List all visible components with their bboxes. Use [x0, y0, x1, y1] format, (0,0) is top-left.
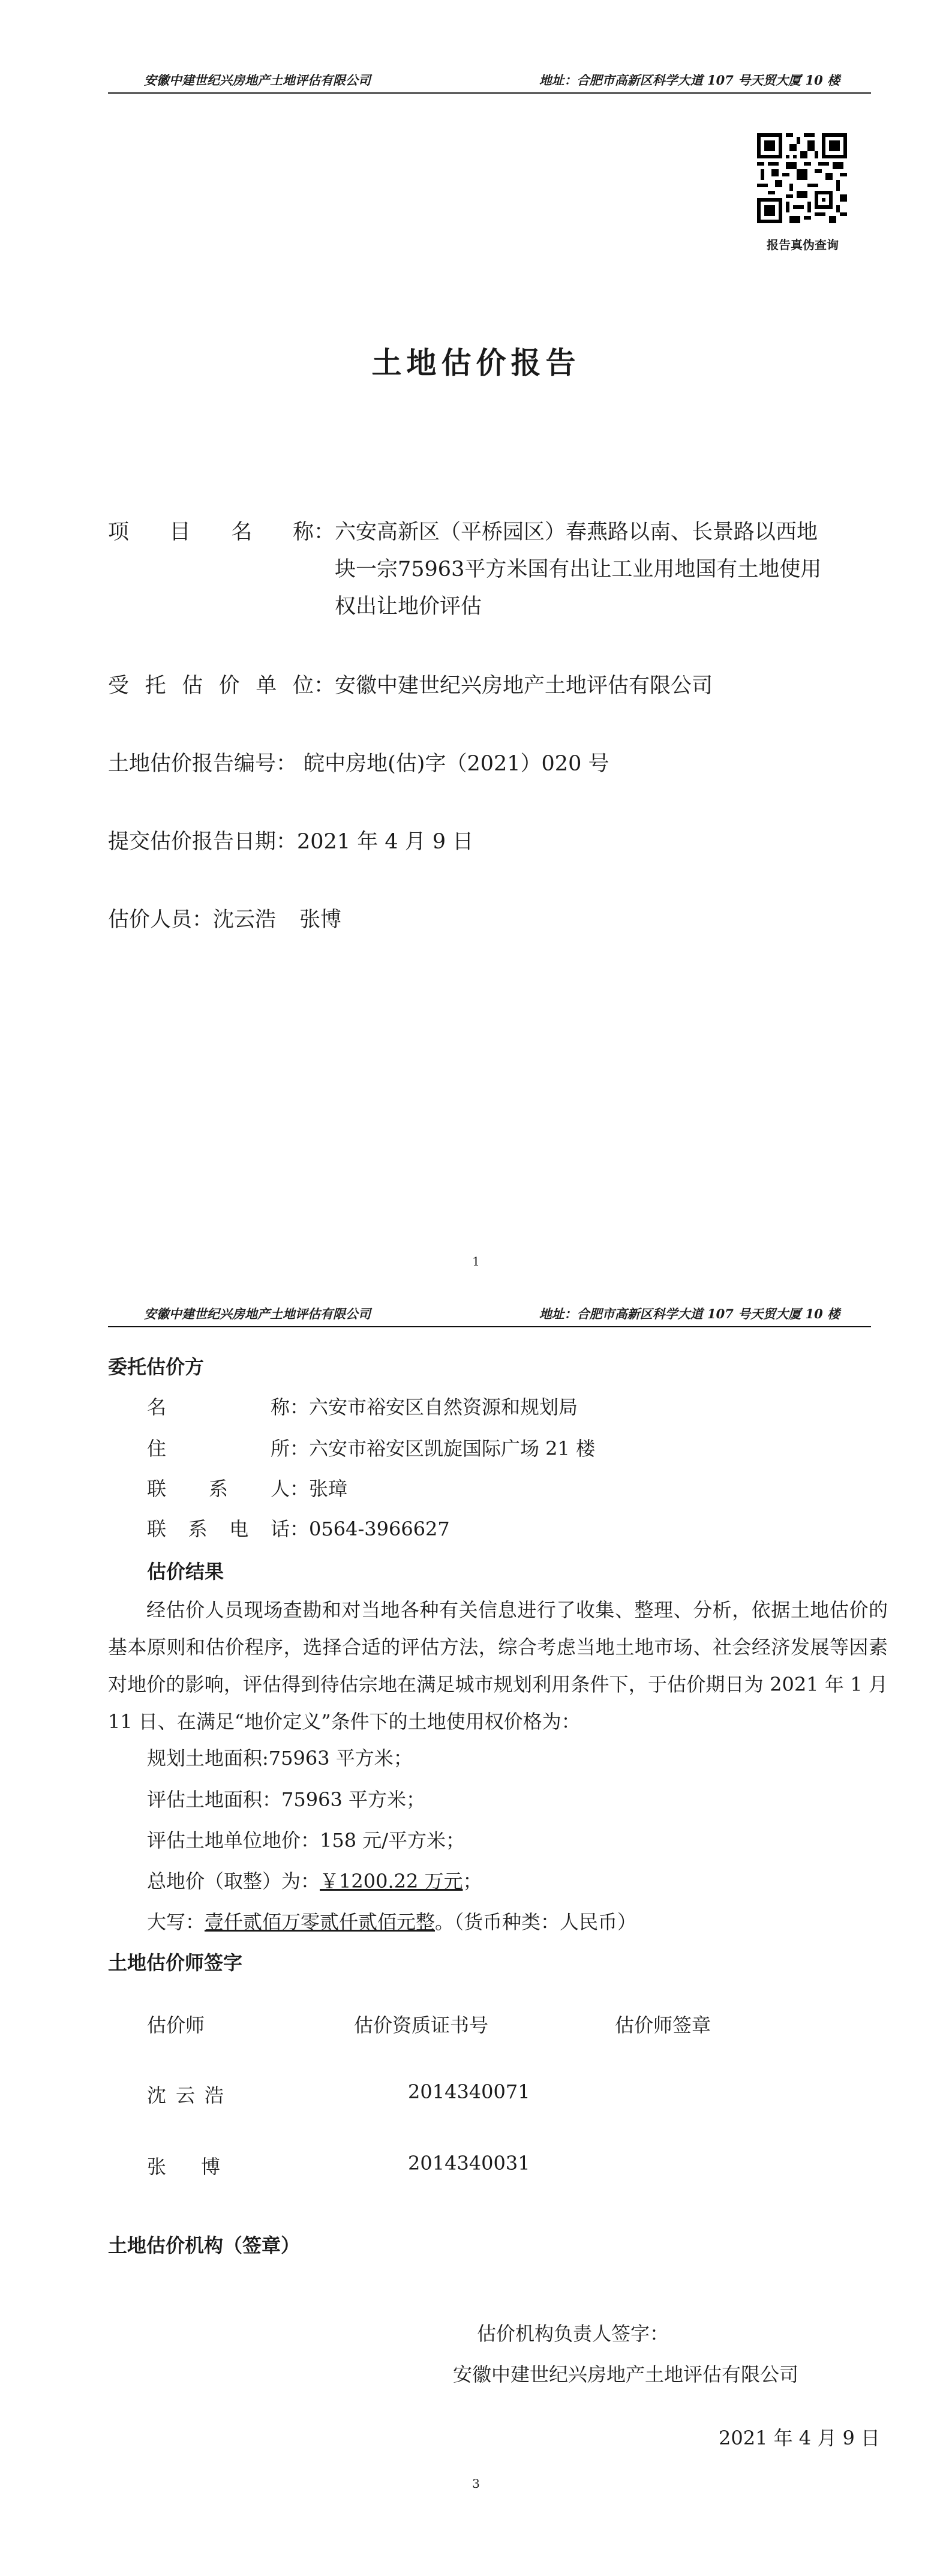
report-number-row: [108, 745, 609, 782]
client-label: 受托估价单位: [108, 674, 314, 698]
appraiser-sign-heading: 土地估价师签字: [108, 1951, 243, 1974]
appraiser-cert: 2014340071: [408, 2080, 530, 2103]
appraisers-row: [108, 901, 341, 938]
client-address-label: 住所: [147, 1437, 290, 1460]
total-price-words-row: [147, 1907, 636, 1935]
project-line: 权出让地价评估: [335, 595, 482, 619]
appraisers-label: 估价人员：: [108, 908, 214, 932]
page-title: 土地估价报告: [371, 345, 581, 380]
project-label: 项目名称: [108, 520, 314, 544]
total-words-label: 大写：: [147, 1911, 205, 1933]
client-name: ：六安市裕安区自然资源和规划局: [290, 1396, 578, 1419]
client-name-label: 名称: [147, 1396, 290, 1419]
report-number-label: 土地估价报告编号：: [108, 752, 298, 776]
table-header-seal: 估价师签章: [615, 2014, 711, 2037]
result-paragraph: 经估价人员现场查勘和对当地各种有关信息进行了收集、整理、分析，依据土地估价的基本原则和估价程序，选择合适的评估方法，综合考虑当地土地市场、社会经济发展等因素对地价的影响，评估得到待估宗地在满足城市规划利用条件下，于估价期日为 2021 年 1 月 11 日、在满足“地价定义”条件下的土地使用权价格为：: [108, 1599, 888, 1733]
submit-date: 2021 年 4 月 9 日: [297, 830, 474, 854]
page-header: [108, 1303, 871, 1327]
appraiser-name: 沈云浩: [147, 2084, 234, 2107]
page-number: 1: [472, 1254, 480, 1268]
org-seal-heading: 土地估价机构（签章）: [108, 2234, 301, 2257]
submit-date-row: [108, 823, 473, 860]
currency-note: 。（货币种类：人民币）: [435, 1911, 637, 1933]
appraiser-name: 张博: [147, 2155, 256, 2178]
page-number: 3: [472, 2476, 480, 2491]
entrust-heading: 委托估价方: [108, 1356, 205, 1378]
qr-code-icon[interactable]: [757, 133, 847, 223]
header-address: 地址：合肥市高新区科学大道 107 号天贸大厦 10 楼: [539, 73, 840, 88]
project-label-row: 项目名称：: [108, 514, 335, 551]
header-company: 安徽中建世纪兴房地产土地评估有限公司: [144, 1306, 371, 1321]
project-line: 六安高新区（平桥园区）春燕路以南、长景路以西地: [335, 520, 818, 544]
org-name: 安徽中建世纪兴房地产土地评估有限公司: [453, 2363, 799, 2386]
table-header-appraiser: 估价师: [147, 2014, 205, 2037]
planned-area: 规划土地面积:75963 平方米；: [147, 1747, 413, 1770]
leader-sign: 估价机构负责人签字：: [477, 2322, 669, 2345]
evaluated-area: 评估土地面积：75963 平方米；: [147, 1788, 425, 1811]
contact-row: [147, 1474, 347, 1501]
qr-caption: 报告真伪查询: [767, 238, 839, 252]
header-address: 地址：合肥市高新区科学大道 107 号天贸大厦 10 楼: [539, 1306, 840, 1321]
table-header-cert: 估价资质证书号: [354, 2014, 489, 2037]
appraiser-cert: 2014340031: [408, 2152, 530, 2175]
submit-date-label: 提交估价报告日期：: [108, 830, 298, 854]
client-address: ：六安市裕安区凯旋国际广场 21 楼: [290, 1437, 596, 1460]
client-row: 受托估价单位：安徽中建世纪兴房地产土地评估有限公司: [108, 667, 713, 704]
phone-row: [147, 1514, 450, 1542]
project-line: 块一宗75963平方米国有出让工业用地国有土地使用: [335, 557, 822, 581]
header-company: 安徽中建世纪兴房地产土地评估有限公司: [144, 73, 371, 88]
report-number: 皖中房地(估)字（2021）020 号: [304, 752, 609, 776]
client-address-row: [147, 1434, 595, 1461]
client-name-row: [147, 1392, 578, 1420]
phone-label: 联系电话: [147, 1518, 290, 1540]
appraisers: 沈云浩 张博: [213, 908, 342, 932]
page-header: [108, 70, 871, 94]
total-price-label: 总地价（取整）为：: [147, 1870, 320, 1893]
client-value: 安徽中建世纪兴房地产土地评估有限公司: [335, 674, 713, 698]
total-price-words: 壹仟贰佰万零贰仟贰佰元整: [205, 1911, 436, 1933]
total-price: ￥1200.22 万元: [320, 1870, 463, 1893]
unit-price: 评估土地单位地价：158 元/平方米；: [147, 1829, 466, 1852]
total-price-row: 总地价（取整）为：￥1200.22 万元；: [147, 1870, 482, 1893]
phone: ：0564-3966627: [290, 1518, 450, 1540]
result-heading: 估价结果: [147, 1560, 224, 1583]
sign-date: 2021 年 4 月 9 日: [719, 2427, 881, 2449]
contact-person: ：张璋: [290, 1477, 348, 1500]
contact-label: 联系人: [147, 1477, 290, 1500]
project-name: [335, 514, 821, 625]
